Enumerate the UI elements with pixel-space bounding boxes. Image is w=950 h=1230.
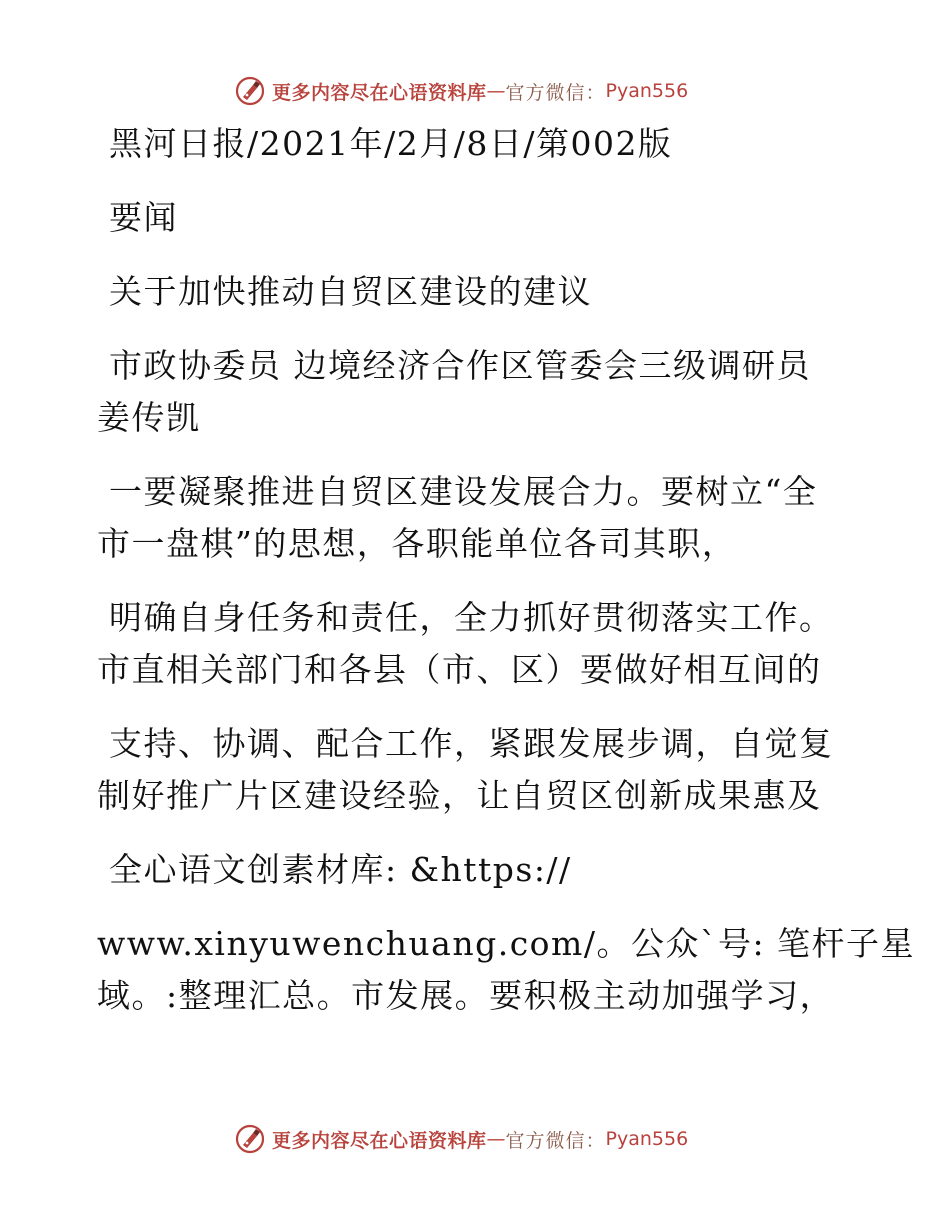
- text-line: 明确自身任务和责任，全力抓好贯彻落实工作。: [109, 598, 834, 637]
- watermark-dash: —: [486, 80, 506, 102]
- text-line: 市政协委员 边境经济合作区管委会三级调研员: [109, 346, 811, 385]
- watermark-wechat-label: 官方微信：: [505, 1129, 606, 1152]
- watermark-dash: —: [486, 1128, 506, 1150]
- watermark-wechat-id: Pyan556: [605, 1128, 689, 1150]
- text-line: 市直相关部门和各县（市、区）要做好相互间的: [97, 650, 822, 689]
- text-line: 黑河日报/2021年/2月/8日/第002版: [109, 124, 673, 163]
- text-line: 全心语文创素材库: &https://: [109, 850, 572, 889]
- footer-watermark: [234, 1122, 688, 1156]
- text-line: 域。:整理汇总。市发展。要积极主动加强学习，: [97, 976, 835, 1015]
- text-line: 姜传凯: [97, 398, 201, 437]
- text-line: 市一盘棋”的思想，各职能单位各司其职，: [97, 524, 737, 563]
- watermark-brand: 更多内容尽在心语资料库: [272, 81, 487, 104]
- watermark-wechat-id: Pyan556: [605, 80, 689, 102]
- text-line: 一要凝聚推进自贸区建设发展合力。要树立“全: [109, 472, 818, 511]
- text-line: 制好推广片区建设经验，让自贸区创新成果惠及: [97, 776, 822, 815]
- pen-nib-logo-icon: [234, 1123, 266, 1155]
- text-line: 要闻: [109, 198, 178, 237]
- text-line: 支持、协调、配合工作，紧跟发展步调，自觉复: [109, 724, 834, 763]
- document-body: [97, 118, 916, 1022]
- watermark-brand: 更多内容尽在心语资料库: [272, 1129, 487, 1152]
- text-line: www.xinyuwenchuang.com/。公众`号: 笔杆子星: [97, 924, 916, 963]
- header-watermark: [234, 74, 688, 108]
- pen-nib-logo-icon: [234, 75, 266, 107]
- text-line: 关于加快推动自贸区建设的建议: [109, 272, 592, 311]
- watermark-wechat-label: 官方微信：: [505, 81, 606, 104]
